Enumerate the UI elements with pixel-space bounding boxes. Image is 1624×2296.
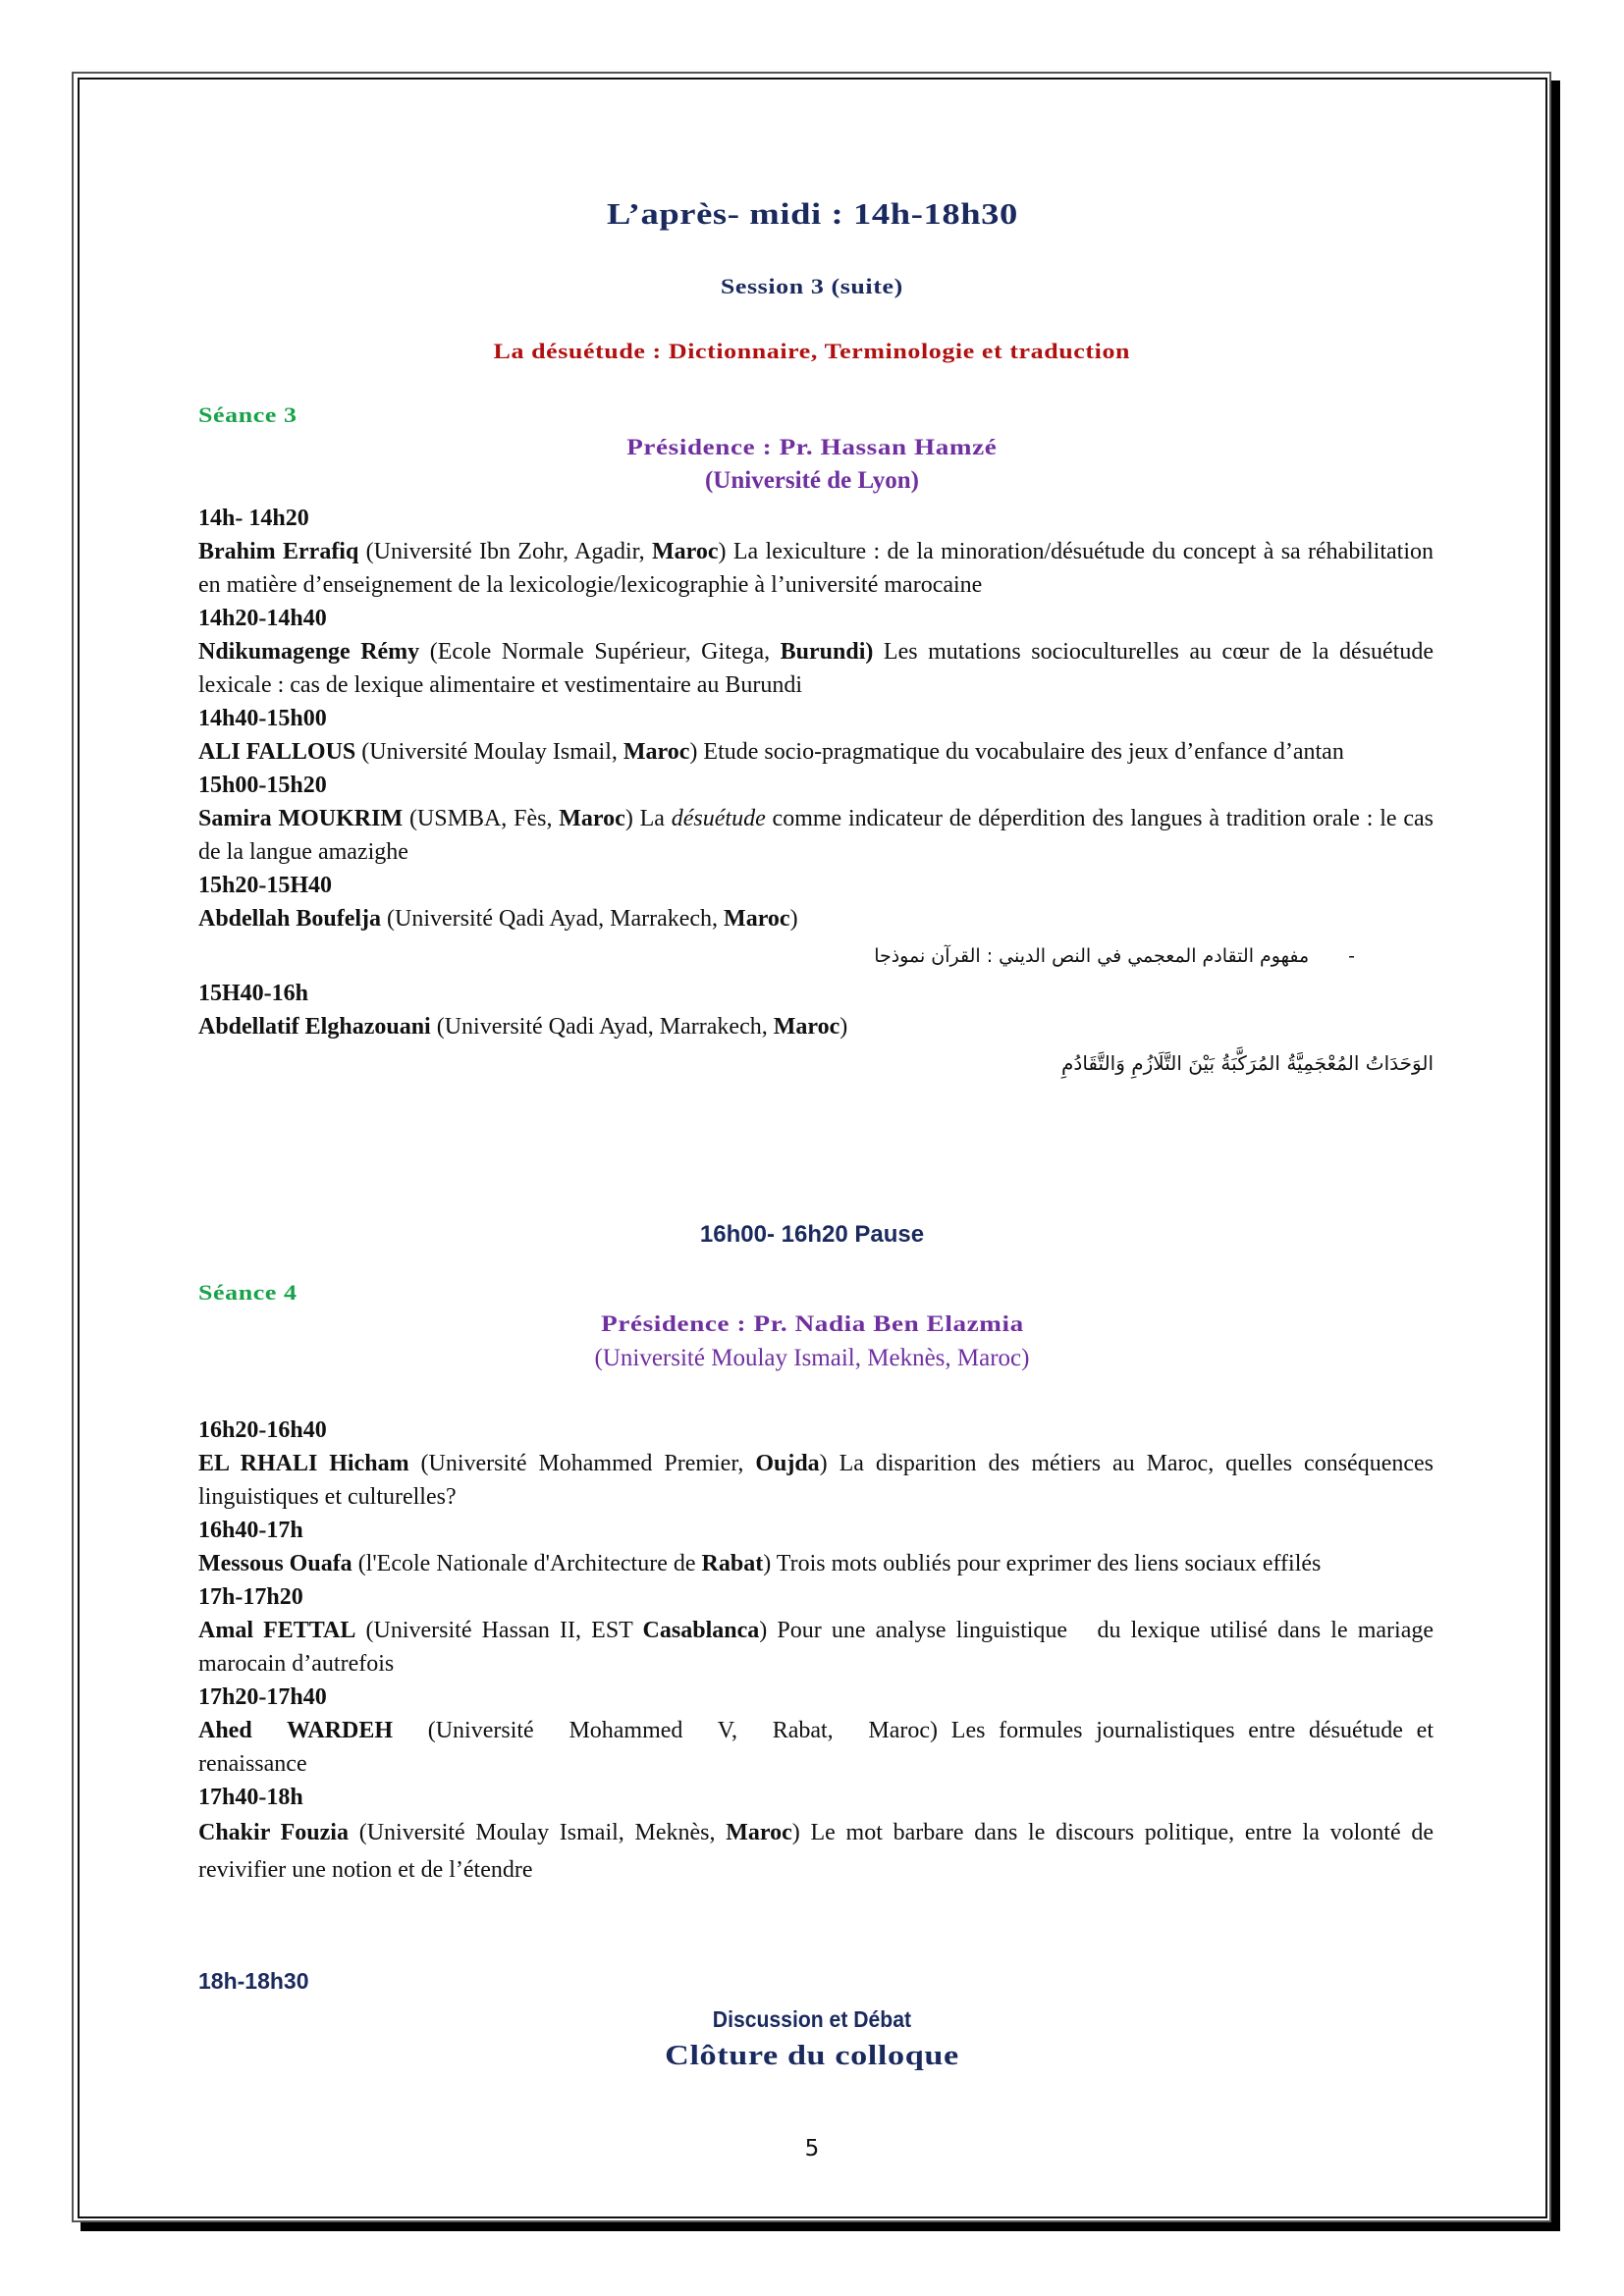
speaker-affiliation: (Université Qadi Ayad, Marrakech, bbox=[430, 1014, 774, 1040]
talk-entry bbox=[198, 1714, 1434, 1781]
time-slot: 14h40-15h00 bbox=[198, 706, 327, 731]
seance-3-label-text: Séance 3 bbox=[198, 402, 298, 427]
talk-title: Le mot barbare dans le discours politique, entre la volonté de revivifier une notion et de l’étendre bbox=[198, 1820, 1434, 1883]
discussion-heading-text: Discussion et Débat bbox=[712, 2006, 912, 2032]
page-border-inner bbox=[78, 78, 1547, 2218]
speaker-affiliation: (Université Mohammed Premier, bbox=[408, 1451, 756, 1476]
time-slot: 17h40-18h bbox=[198, 1785, 303, 1810]
seance-3-presidence bbox=[0, 435, 1624, 460]
talk-title-arabic: الوَحَدَاتُ المُعْجَمِيَّةُ المُرَكَّبَةُ بَيْنَ التَّلَازُمِ وَالتَّقَادُمِ bbox=[1061, 1051, 1434, 1075]
affiliation-close: ) bbox=[689, 739, 698, 765]
time-slot: 16h40-17h bbox=[198, 1518, 303, 1543]
speaker-affiliation: (Université Hassan II, EST bbox=[355, 1618, 643, 1643]
speaker-affiliation: (Université Moulay Ismail, bbox=[355, 739, 623, 765]
affiliation-country: Maroc bbox=[623, 739, 690, 765]
page-border-shadow-bottom bbox=[81, 2222, 1560, 2231]
affiliation-close: ) bbox=[791, 1820, 800, 1845]
seance-3-label bbox=[198, 402, 298, 428]
session-heading-text: Session 3 (suite) bbox=[721, 274, 903, 298]
time-slot: 14h- 14h20 bbox=[198, 506, 309, 531]
page-border-shadow-right bbox=[1551, 80, 1560, 2231]
affiliation-close: ) bbox=[839, 1014, 848, 1040]
speaker-name: Abdellah Boufelja bbox=[198, 906, 382, 932]
affiliation-country: Maroc bbox=[559, 806, 625, 831]
talk-title: Pour une analyse linguistique du lexique utilisé dans le mariage marocain d’autrefois bbox=[198, 1618, 1440, 1677]
afternoon-title-text: L’après- midi : 14h-18h30 bbox=[606, 196, 1018, 231]
time-slot: 17h-17h20 bbox=[198, 1584, 303, 1610]
talk-title-italic: désuétude bbox=[671, 806, 766, 831]
seance-4-label-text: Séance 4 bbox=[198, 1280, 298, 1305]
session-theme bbox=[0, 339, 1624, 364]
speaker-affiliation: (Université Qadi Ayad, Marrakech, bbox=[381, 906, 725, 932]
talk-entry bbox=[198, 735, 1434, 769]
affiliation-close: ) bbox=[718, 539, 727, 564]
affiliation-close: ) bbox=[763, 1551, 772, 1576]
talk-entry bbox=[198, 1547, 1434, 1580]
seance-4-affiliation: (Université Moulay Ismail, Meknès, Maroc) bbox=[594, 1345, 1030, 1371]
talk-title: La disparition des métiers au Maroc, quelles conséquences linguistiques et culturelles? bbox=[198, 1451, 1435, 1510]
speaker-affiliation: (Université Moulay Ismail, Meknès, bbox=[348, 1820, 727, 1845]
closing-heading-text: Clôture du colloque bbox=[665, 2040, 959, 2071]
talk-title-prefix: La bbox=[632, 806, 672, 831]
affiliation-country: Maroc bbox=[726, 1820, 792, 1845]
speaker-name: Chakir Fouzia bbox=[198, 1820, 349, 1845]
talk-entry bbox=[198, 802, 1434, 869]
pause-slot bbox=[0, 1221, 1624, 1249]
speaker-name: Samira MOUKRIM bbox=[198, 806, 404, 831]
speaker-affiliation: (Ecole Normale Supérieur, Gitega, bbox=[419, 639, 781, 665]
affiliation-country: Maroc bbox=[652, 539, 719, 564]
talk-title: Trois mots oubliés pour exprimer des liens sociaux effilés bbox=[771, 1551, 1322, 1576]
page-number: 5 bbox=[804, 2136, 820, 2162]
affiliation-city: Casablanca bbox=[642, 1618, 760, 1643]
affiliation-city: Rabat bbox=[701, 1551, 764, 1576]
seance-3-affiliation: (Université de Lyon) bbox=[704, 467, 920, 494]
talk-entry bbox=[198, 1010, 1434, 1043]
closing-heading bbox=[0, 2040, 1624, 2072]
seance-4-presidence-text: Présidence : Pr. Nadia Ben Elazmia bbox=[600, 1311, 1024, 1336]
afternoon-title bbox=[0, 196, 1624, 232]
speaker-name: Abdellatif Elghazouani bbox=[198, 1014, 431, 1040]
affiliation-close: ) bbox=[789, 906, 798, 932]
speaker-name: Amal FETTAL bbox=[198, 1618, 356, 1643]
affiliation-close: ) bbox=[819, 1451, 828, 1476]
seance-4-presidence bbox=[0, 1311, 1624, 1337]
talk-title: Les mutations socioculturelles au cœur de la désuétude lexicale : cas de lexique alimentaire et vestimentaire au Burundi bbox=[198, 639, 1435, 698]
seance-3-program bbox=[198, 502, 1434, 1083]
list-dash: - bbox=[1348, 945, 1355, 967]
closing-time-slot-text: 18h-18h30 bbox=[198, 1968, 309, 1994]
pause-text: 16h00- 16h20 Pause bbox=[699, 1221, 925, 1248]
speaker-affiliation: (USMBA, Fès, bbox=[403, 806, 560, 831]
talk-entry bbox=[198, 902, 1434, 935]
time-slot: 15h00-15h20 bbox=[198, 773, 327, 798]
speaker-name: ALI FALLOUS bbox=[198, 739, 356, 765]
talk-entry bbox=[198, 535, 1434, 602]
talk-entry bbox=[198, 635, 1434, 702]
affiliation-country: Maroc bbox=[773, 1014, 840, 1040]
speaker-affiliation: (Université Mohammed V, Rabat, Maroc) bbox=[393, 1718, 939, 1743]
seance-4-label bbox=[198, 1280, 298, 1306]
time-slot: 15H40-16h bbox=[198, 981, 309, 1006]
speaker-name: EL RHALI Hicham bbox=[198, 1451, 409, 1476]
time-slot: 14h20-14h40 bbox=[198, 606, 327, 631]
speaker-name: Ndikumagenge Rémy bbox=[198, 639, 420, 665]
seance-3-presidence-text: Présidence : Pr. Hassan Hamzé bbox=[626, 435, 998, 459]
affiliation-country: Burundi) bbox=[780, 639, 874, 665]
speaker-name: Ahed WARDEH bbox=[198, 1718, 393, 1743]
talk-title: comme indicateur de déperdition des langues à tradition orale : le cas de la langue amazighe bbox=[198, 806, 1434, 865]
talk-entry bbox=[198, 1814, 1434, 1889]
closing-time-slot bbox=[198, 1968, 309, 1995]
discussion-heading bbox=[0, 2006, 1624, 2033]
talk-title-arabic bbox=[198, 939, 1434, 973]
talk-title: Les formules journalistiques entre désuétude et renaissance bbox=[198, 1718, 1435, 1777]
affiliation-close: ) bbox=[624, 806, 633, 831]
talk-entry bbox=[198, 1447, 1434, 1514]
time-slot: 17h20-17h40 bbox=[198, 1684, 327, 1710]
speaker-name: Brahim Errafiq bbox=[198, 539, 359, 564]
arabic-title-text: مفهوم التقادم المعجمي في النص الديني : القرآن نموذجا bbox=[874, 945, 1310, 967]
affiliation-city: Oujda bbox=[755, 1451, 820, 1476]
talk-title: Etude socio-pragmatique du vocabulaire des jeux d’enfance d’antan bbox=[697, 739, 1344, 765]
time-slot: 16h20-16h40 bbox=[198, 1417, 327, 1443]
speaker-name: Messous Ouafa bbox=[198, 1551, 352, 1576]
session-theme-text: La désuétude : Dictionnaire, Terminologie et traduction bbox=[493, 339, 1131, 363]
talk-title: La lexiculture : de la minoration/désuétude du concept à sa réhabilitation en matière d’enseignement de la lexicologie/lexicographie à l’université marocaine bbox=[198, 539, 1434, 598]
time-slot: 15h20-15H40 bbox=[198, 873, 333, 898]
session-heading bbox=[0, 274, 1624, 299]
affiliation-close: ) bbox=[759, 1618, 768, 1643]
talk-entry bbox=[198, 1614, 1440, 1681]
speaker-affiliation: (l'Ecole Nationale d'Architecture de bbox=[352, 1551, 702, 1576]
affiliation-country: Maroc bbox=[724, 906, 790, 932]
speaker-affiliation: (Université Ibn Zohr, Agadir, bbox=[358, 539, 653, 564]
seance-4-program bbox=[198, 1414, 1440, 1889]
